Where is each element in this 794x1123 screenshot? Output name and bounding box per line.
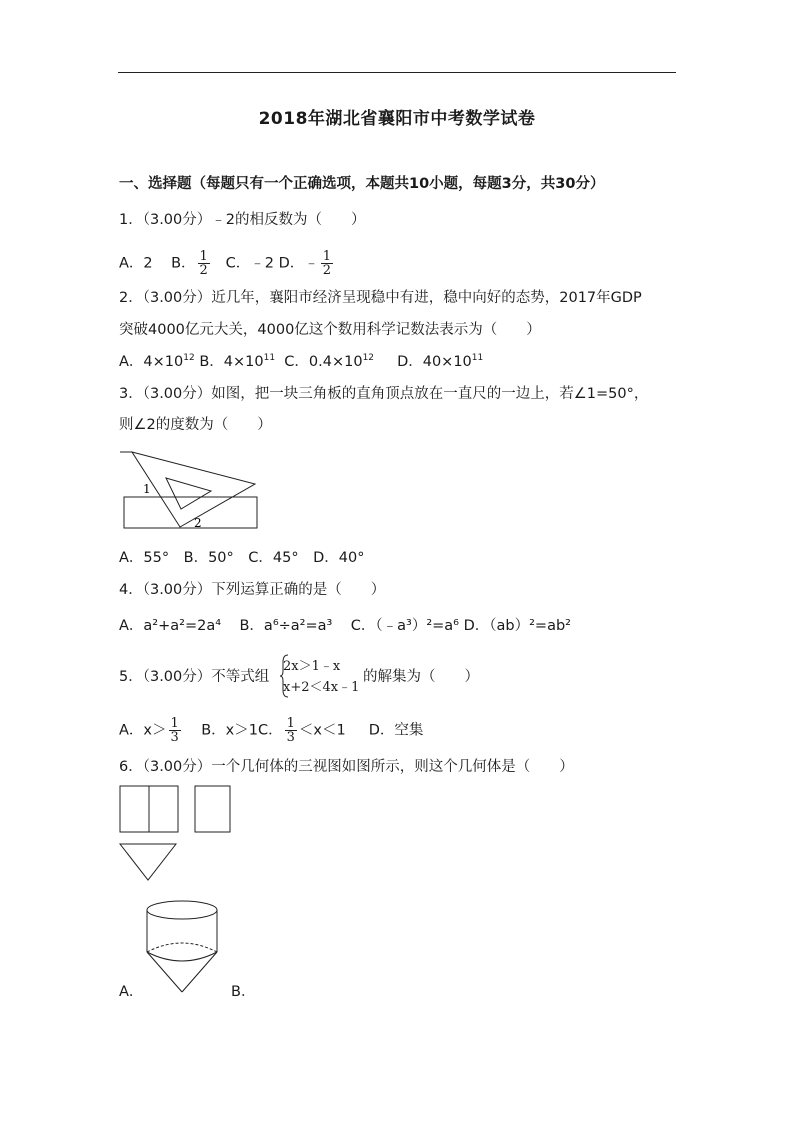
cylinder-bottom-edge bbox=[147, 952, 217, 961]
q1-option-c: C．﹣2 bbox=[225, 255, 275, 272]
q2-option-a: A．$4\times 10^{12}$ bbox=[119, 353, 195, 370]
q4-option-d: D．（ab）²=ab² bbox=[463, 618, 571, 634]
q3-stem-line2: 则∠2的度数为（ ） bbox=[119, 417, 272, 433]
q2-option-d: D．$40\times 10^{11}$ bbox=[397, 353, 484, 370]
q4-stem: 4．（3.00分）下列运算正确的是（ ） bbox=[119, 582, 386, 598]
cone-left-edge bbox=[147, 952, 182, 992]
q5-option-b: B．x＞1 bbox=[201, 722, 258, 739]
q4-option-c: C．（﹣a³）²=a⁶ bbox=[350, 618, 459, 634]
q1-option-b: B． bbox=[171, 255, 196, 272]
q2-stem-line1: 2．（3.00分）近几年，襄阳市经济呈现稳中有进，稳中向好的态势，2017年GDP bbox=[119, 290, 642, 306]
q5-option-c: C． bbox=[258, 722, 283, 739]
q5-inequality-2: x+2＜4x﹣1 bbox=[283, 680, 360, 695]
q5-option-d: D．空集 bbox=[368, 722, 424, 739]
q5-stem-post: 的解集为（ ） bbox=[363, 669, 479, 685]
angle-1-label: 1 bbox=[143, 482, 151, 496]
section-heading: 一、选择题（每题只有一个正确选项，本题共10小题，每题3分，共30分） bbox=[119, 176, 605, 192]
q5-option-c-fraction: $\frac{1}{3}$ bbox=[286, 716, 295, 745]
q5-option-a: A．x＞ bbox=[119, 722, 167, 739]
q1-option-d-sign: ﹣ bbox=[304, 255, 319, 272]
q5-stem-pre: 5．（3.00分）不等式组 bbox=[119, 669, 270, 685]
cone-right-edge bbox=[182, 952, 217, 992]
q6-option-a-label: A． bbox=[119, 984, 144, 1000]
q3-stem-line1: 3．（3.00分）如图，把一块三角板的直角顶点放在一直尺的一边上，若∠1=50°， bbox=[119, 386, 649, 402]
cylinder-top-ellipse bbox=[147, 901, 217, 919]
angle-2-label: 2 bbox=[194, 516, 202, 530]
q5-option-c-rest: ＜x＜1 bbox=[298, 722, 346, 739]
q2-stem-line2: 突破4000亿元大关，4000亿这个数用科学记数法表示为（ ） bbox=[119, 322, 541, 338]
q3-options: A．55° B．50° C．45° D．40° bbox=[119, 550, 365, 566]
q1-option-a: A．2 bbox=[119, 255, 153, 272]
q5-option-a-fraction: $\frac{1}{3}$ bbox=[170, 716, 179, 745]
page-title: 2018年湖北省襄阳市中考数学试卷 bbox=[258, 109, 536, 129]
q5-inequality-1: 2x＞1﹣x bbox=[283, 659, 341, 674]
q2-option-b: B．$4\times 10^{11}$ bbox=[199, 353, 276, 370]
q4-option-a: A．a²+a²=2a⁴ bbox=[119, 618, 222, 634]
q6-stem: 6．（3.00分）一个几何体的三视图如图所示，则这个几何体是（ ） bbox=[119, 759, 574, 775]
q1-option-d: D． bbox=[278, 255, 305, 272]
q1-stem: 1．（3.00分）﹣2的相反数为（ ） bbox=[119, 212, 366, 228]
q2-option-c: C．$0.4\times 10^{12}$ bbox=[284, 353, 375, 370]
q1-option-d-fraction: $\frac{1}{2}$ bbox=[322, 249, 332, 278]
q1-option-b-fraction: $\frac{1}{2}$ bbox=[199, 249, 208, 278]
cylinder-hidden-edge bbox=[147, 943, 217, 952]
q4-option-b: B．a⁶÷a²=a³ bbox=[239, 618, 333, 634]
q6-option-b-label: B． bbox=[231, 984, 256, 1000]
